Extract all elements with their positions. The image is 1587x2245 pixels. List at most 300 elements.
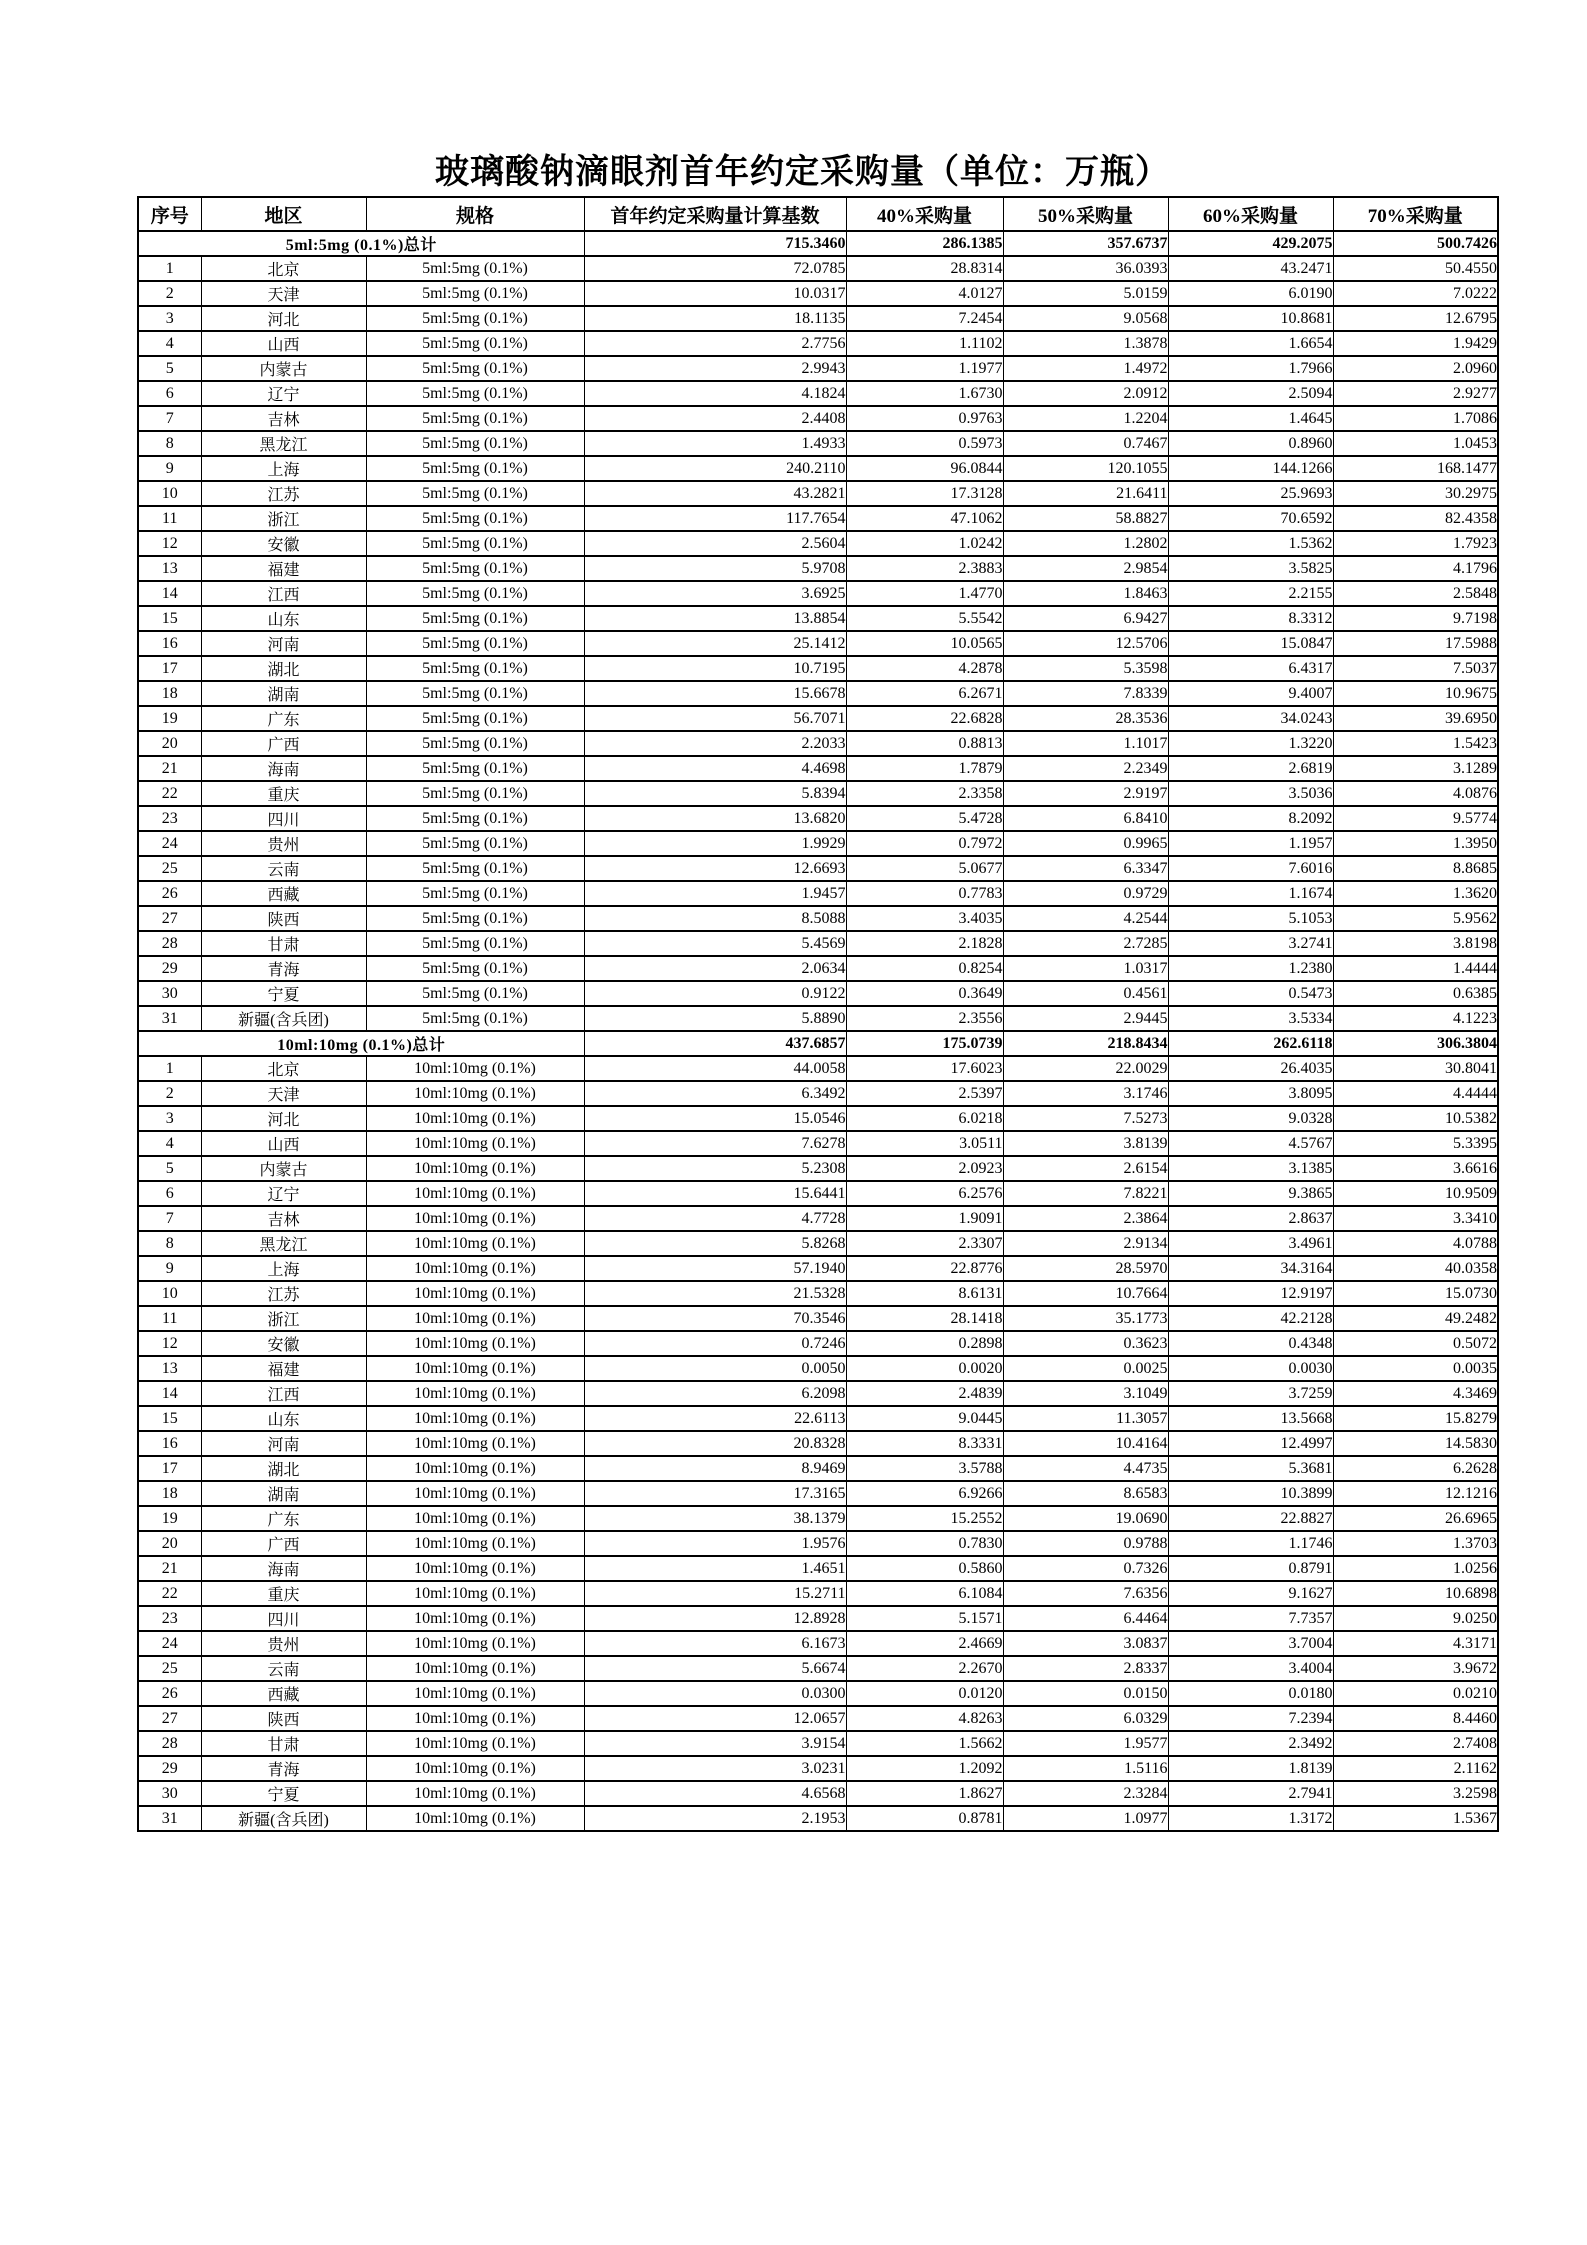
pct40-cell: 5.4728 [846,806,1003,831]
pct60-cell: 3.7259 [1168,1381,1333,1406]
pct50-cell: 2.8337 [1003,1656,1168,1681]
pct40-cell: 17.3128 [846,481,1003,506]
row-index-cell: 20 [138,731,201,756]
spec-cell: 10ml:10mg (0.1%) [366,1656,584,1681]
pct60-cell: 1.5362 [1168,531,1333,556]
pct40-cell: 8.3331 [846,1431,1003,1456]
region-cell: 新疆(含兵团) [201,1006,366,1031]
pct40-cell: 15.2552 [846,1506,1003,1531]
table-row [138,1281,1498,1306]
pct50-cell: 0.0150 [1003,1681,1168,1706]
spec-cell: 5ml:5mg (0.1%) [366,756,584,781]
section-total-label: 10ml:10mg (0.1%)总计 [138,1031,584,1056]
table-row [138,656,1498,681]
pct70-cell: 26.6965 [1333,1506,1498,1531]
pct40-cell: 0.8813 [846,731,1003,756]
table-row [138,556,1498,581]
table-row [138,881,1498,906]
region-cell: 山东 [201,1406,366,1431]
pct50-cell: 2.3284 [1003,1781,1168,1806]
pct60-cell: 2.5094 [1168,381,1333,406]
base-quantity-cell: 4.4698 [584,756,846,781]
base-quantity-cell: 15.6441 [584,1181,846,1206]
table-row [138,706,1498,731]
base-quantity-cell: 0.0050 [584,1356,846,1381]
base-quantity-cell: 1.9929 [584,831,846,856]
total-60pct-cell: 262.6118 [1168,1031,1333,1056]
region-cell: 海南 [201,1556,366,1581]
region-cell: 新疆(含兵团) [201,1806,366,1831]
region-cell: 安徽 [201,1331,366,1356]
spec-cell: 5ml:5mg (0.1%) [366,981,584,1006]
pct60-cell: 7.7357 [1168,1606,1333,1631]
table-row [138,1106,1498,1131]
row-index-cell: 30 [138,1781,201,1806]
row-index-cell: 16 [138,1431,201,1456]
pct70-cell: 10.9509 [1333,1181,1498,1206]
row-index-cell: 16 [138,631,201,656]
region-cell: 上海 [201,1256,366,1281]
pct60-cell: 1.4645 [1168,406,1333,431]
table-row [138,906,1498,931]
base-quantity-cell: 25.1412 [584,631,846,656]
pct50-cell: 11.3057 [1003,1406,1168,1431]
pct50-cell: 36.0393 [1003,256,1168,281]
spec-cell: 5ml:5mg (0.1%) [366,806,584,831]
spec-cell: 10ml:10mg (0.1%) [366,1306,584,1331]
pct50-cell: 1.9577 [1003,1731,1168,1756]
pct70-cell: 9.5774 [1333,806,1498,831]
pct40-cell: 0.0020 [846,1356,1003,1381]
base-quantity-cell: 2.9943 [584,356,846,381]
spec-cell: 10ml:10mg (0.1%) [366,1781,584,1806]
pct70-cell: 30.2975 [1333,481,1498,506]
pct50-cell: 2.6154 [1003,1156,1168,1181]
row-index-cell: 1 [138,256,201,281]
table-row [138,1381,1498,1406]
pct60-cell: 13.5668 [1168,1406,1333,1431]
total-70pct-cell: 306.3804 [1333,1031,1498,1056]
pct50-cell: 1.8463 [1003,581,1168,606]
pct40-cell: 1.8627 [846,1781,1003,1806]
pct50-cell: 19.0690 [1003,1506,1168,1531]
pct50-cell: 3.0837 [1003,1631,1168,1656]
region-cell: 重庆 [201,781,366,806]
table-row [138,281,1498,306]
pct70-cell: 3.1289 [1333,756,1498,781]
pct50-cell: 28.3536 [1003,706,1168,731]
spec-cell: 5ml:5mg (0.1%) [366,656,584,681]
pct40-cell: 6.2671 [846,681,1003,706]
pct60-cell: 1.3172 [1168,1806,1333,1831]
pct70-cell: 4.3469 [1333,1381,1498,1406]
table-row [138,1406,1498,1431]
pct40-cell: 22.6828 [846,706,1003,731]
base-quantity-cell: 1.9576 [584,1531,846,1556]
table-row [138,831,1498,856]
region-cell: 云南 [201,856,366,881]
pct60-cell: 6.0190 [1168,281,1333,306]
base-quantity-cell: 21.5328 [584,1281,846,1306]
base-quantity-cell: 10.7195 [584,656,846,681]
pct60-cell: 2.8637 [1168,1206,1333,1231]
base-quantity-cell: 12.8928 [584,1606,846,1631]
pct40-cell: 6.0218 [846,1106,1003,1131]
column-header: 40%采购量 [846,197,1003,231]
pct60-cell: 5.1053 [1168,906,1333,931]
region-cell: 四川 [201,806,366,831]
spec-cell: 5ml:5mg (0.1%) [366,281,584,306]
base-quantity-cell: 18.1135 [584,306,846,331]
table-row [138,1356,1498,1381]
spec-cell: 5ml:5mg (0.1%) [366,481,584,506]
base-quantity-cell: 15.2711 [584,1581,846,1606]
pct50-cell: 0.4561 [1003,981,1168,1006]
pct70-cell: 1.5367 [1333,1806,1498,1831]
region-cell: 山西 [201,1131,366,1156]
pct60-cell: 0.4348 [1168,1331,1333,1356]
pct70-cell: 1.0453 [1333,431,1498,456]
row-index-cell: 9 [138,1256,201,1281]
region-cell: 青海 [201,1756,366,1781]
row-index-cell: 2 [138,281,201,306]
pct50-cell: 10.4164 [1003,1431,1168,1456]
base-quantity-cell: 2.1953 [584,1806,846,1831]
section-total-label: 5ml:5mg (0.1%)总计 [138,231,584,256]
table-row [138,1231,1498,1256]
base-quantity-cell: 0.7246 [584,1331,846,1356]
pct70-cell: 3.6616 [1333,1156,1498,1181]
pct60-cell: 12.4997 [1168,1431,1333,1456]
row-index-cell: 29 [138,956,201,981]
pct60-cell: 3.1385 [1168,1156,1333,1181]
base-quantity-cell: 5.6674 [584,1656,846,1681]
region-cell: 福建 [201,1356,366,1381]
pct50-cell: 1.0317 [1003,956,1168,981]
pct70-cell: 3.3410 [1333,1206,1498,1231]
table-row [138,1131,1498,1156]
region-cell: 湖南 [201,1481,366,1506]
pct40-cell: 0.9763 [846,406,1003,431]
pct50-cell: 6.4464 [1003,1606,1168,1631]
section-total-row [138,1031,1498,1056]
spec-cell: 10ml:10mg (0.1%) [366,1181,584,1206]
pct40-cell: 2.1828 [846,931,1003,956]
row-index-cell: 9 [138,456,201,481]
pct60-cell: 8.3312 [1168,606,1333,631]
table-row [138,1806,1498,1831]
pct50-cell: 2.3864 [1003,1206,1168,1231]
row-index-cell: 2 [138,1081,201,1106]
table-row [138,1306,1498,1331]
pct60-cell: 42.2128 [1168,1306,1333,1331]
table-row [138,856,1498,881]
table-row [138,731,1498,756]
pct70-cell: 8.8685 [1333,856,1498,881]
base-quantity-cell: 0.0300 [584,1681,846,1706]
pct60-cell: 1.1957 [1168,831,1333,856]
region-cell: 上海 [201,456,366,481]
pct70-cell: 9.7198 [1333,606,1498,631]
pct50-cell: 7.6356 [1003,1581,1168,1606]
pct50-cell: 6.9427 [1003,606,1168,631]
spec-cell: 10ml:10mg (0.1%) [366,1481,584,1506]
pct50-cell: 0.7467 [1003,431,1168,456]
base-quantity-cell: 1.4933 [584,431,846,456]
pct40-cell: 5.5542 [846,606,1003,631]
region-cell: 甘肃 [201,931,366,956]
region-cell: 贵州 [201,831,366,856]
pct70-cell: 3.8198 [1333,931,1498,956]
base-quantity-cell: 1.9457 [584,881,846,906]
pct50-cell: 0.7326 [1003,1556,1168,1581]
base-quantity-cell: 17.3165 [584,1481,846,1506]
region-cell: 广东 [201,1506,366,1531]
pct60-cell: 26.4035 [1168,1056,1333,1081]
column-header: 序号 [138,197,201,231]
spec-cell: 10ml:10mg (0.1%) [366,1056,584,1081]
region-cell: 青海 [201,956,366,981]
table-row [138,681,1498,706]
base-quantity-cell: 10.0317 [584,281,846,306]
region-cell: 山东 [201,606,366,631]
spec-cell: 10ml:10mg (0.1%) [366,1256,584,1281]
spec-cell: 10ml:10mg (0.1%) [366,1706,584,1731]
table-row [138,581,1498,606]
column-header: 地区 [201,197,366,231]
table-row [138,1431,1498,1456]
pct50-cell: 1.5116 [1003,1756,1168,1781]
pct60-cell: 2.2155 [1168,581,1333,606]
pct40-cell: 1.1977 [846,356,1003,381]
region-cell: 湖北 [201,1456,366,1481]
pct50-cell: 22.0029 [1003,1056,1168,1081]
pct60-cell: 0.5473 [1168,981,1333,1006]
base-quantity-cell: 20.8328 [584,1431,846,1456]
table-row [138,1731,1498,1756]
pct50-cell: 2.9134 [1003,1231,1168,1256]
pct40-cell: 17.6023 [846,1056,1003,1081]
pct70-cell: 10.5382 [1333,1106,1498,1131]
row-index-cell: 23 [138,1606,201,1631]
region-cell: 河北 [201,1106,366,1131]
pct70-cell: 14.5830 [1333,1431,1498,1456]
base-quantity-cell: 22.6113 [584,1406,846,1431]
region-cell: 贵州 [201,1631,366,1656]
pct50-cell: 5.3598 [1003,656,1168,681]
spec-cell: 10ml:10mg (0.1%) [366,1156,584,1181]
pct40-cell: 2.4669 [846,1631,1003,1656]
region-cell: 宁夏 [201,981,366,1006]
base-quantity-cell: 12.6693 [584,856,846,881]
pct60-cell: 7.6016 [1168,856,1333,881]
pct40-cell: 3.4035 [846,906,1003,931]
pct70-cell: 0.0035 [1333,1356,1498,1381]
pct70-cell: 4.3171 [1333,1631,1498,1656]
base-quantity-cell: 2.4408 [584,406,846,431]
pct40-cell: 0.8254 [846,956,1003,981]
row-index-cell: 10 [138,1281,201,1306]
region-cell: 湖北 [201,656,366,681]
pct70-cell: 49.2482 [1333,1306,1498,1331]
pct40-cell: 96.0844 [846,456,1003,481]
pct40-cell: 1.5662 [846,1731,1003,1756]
region-cell: 广东 [201,706,366,731]
pct40-cell: 1.1102 [846,331,1003,356]
section-total-row [138,231,1498,256]
region-cell: 黑龙江 [201,1231,366,1256]
base-quantity-cell: 2.0634 [584,956,846,981]
region-cell: 甘肃 [201,1731,366,1756]
row-index-cell: 11 [138,1306,201,1331]
region-cell: 西藏 [201,881,366,906]
pct40-cell: 2.3883 [846,556,1003,581]
base-quantity-cell: 3.9154 [584,1731,846,1756]
pct60-cell: 6.4317 [1168,656,1333,681]
pct50-cell: 2.9445 [1003,1006,1168,1031]
table-row [138,1056,1498,1081]
pct50-cell: 0.0025 [1003,1356,1168,1381]
pct50-cell: 28.5970 [1003,1256,1168,1281]
pct60-cell: 25.9693 [1168,481,1333,506]
base-quantity-cell: 6.1673 [584,1631,846,1656]
pct50-cell: 1.3878 [1003,331,1168,356]
row-index-cell: 1 [138,1056,201,1081]
pct70-cell: 82.4358 [1333,506,1498,531]
pct70-cell: 5.3395 [1333,1131,1498,1156]
row-index-cell: 22 [138,1581,201,1606]
pct70-cell: 40.0358 [1333,1256,1498,1281]
base-quantity-cell: 13.6820 [584,806,846,831]
row-index-cell: 31 [138,1006,201,1031]
region-cell: 河南 [201,631,366,656]
region-cell: 辽宁 [201,381,366,406]
pct70-cell: 2.1162 [1333,1756,1498,1781]
table-row [138,531,1498,556]
row-index-cell: 8 [138,1231,201,1256]
pct70-cell: 12.6795 [1333,306,1498,331]
table-row [138,1581,1498,1606]
pct60-cell: 3.2741 [1168,931,1333,956]
region-cell: 江西 [201,1381,366,1406]
table-row [138,756,1498,781]
pct70-cell: 7.5037 [1333,656,1498,681]
region-cell: 内蒙古 [201,1156,366,1181]
row-index-cell: 18 [138,1481,201,1506]
pct50-cell: 2.0912 [1003,381,1168,406]
pct70-cell: 1.0256 [1333,1556,1498,1581]
pct40-cell: 1.4770 [846,581,1003,606]
row-index-cell: 18 [138,681,201,706]
pct60-cell: 12.9197 [1168,1281,1333,1306]
column-header: 50%采购量 [1003,197,1168,231]
table-row [138,1531,1498,1556]
table-row [138,1606,1498,1631]
pct70-cell: 4.0788 [1333,1231,1498,1256]
spec-cell: 10ml:10mg (0.1%) [366,1756,584,1781]
pct70-cell: 6.2628 [1333,1456,1498,1481]
base-quantity-cell: 5.8394 [584,781,846,806]
table-row [138,1156,1498,1181]
row-index-cell: 21 [138,756,201,781]
base-quantity-cell: 5.8890 [584,1006,846,1031]
pct40-cell: 28.1418 [846,1306,1003,1331]
row-index-cell: 13 [138,1356,201,1381]
base-quantity-cell: 2.5604 [584,531,846,556]
total-50pct-cell: 357.6737 [1003,231,1168,256]
header-row [138,197,1498,231]
pct40-cell: 1.2092 [846,1756,1003,1781]
row-index-cell: 7 [138,406,201,431]
pct40-cell: 6.9266 [846,1481,1003,1506]
base-quantity-cell: 8.5088 [584,906,846,931]
row-index-cell: 11 [138,506,201,531]
region-cell: 江苏 [201,481,366,506]
pct70-cell: 4.1223 [1333,1006,1498,1031]
total-50pct-cell: 218.8434 [1003,1031,1168,1056]
table-row [138,506,1498,531]
row-index-cell: 26 [138,1681,201,1706]
pct50-cell: 1.2204 [1003,406,1168,431]
spec-cell: 5ml:5mg (0.1%) [366,956,584,981]
pct50-cell: 6.3347 [1003,856,1168,881]
pct60-cell: 1.6654 [1168,331,1333,356]
pct70-cell: 1.5423 [1333,731,1498,756]
pct50-cell: 10.7664 [1003,1281,1168,1306]
pct70-cell: 0.0210 [1333,1681,1498,1706]
row-index-cell: 6 [138,1181,201,1206]
region-cell: 云南 [201,1656,366,1681]
base-quantity-cell: 2.2033 [584,731,846,756]
base-quantity-cell: 57.1940 [584,1256,846,1281]
base-quantity-cell: 4.6568 [584,1781,846,1806]
row-index-cell: 29 [138,1756,201,1781]
pct70-cell: 12.1216 [1333,1481,1498,1506]
pct60-cell: 5.3681 [1168,1456,1333,1481]
pct70-cell: 3.9672 [1333,1656,1498,1681]
row-index-cell: 19 [138,706,201,731]
pct60-cell: 3.4004 [1168,1656,1333,1681]
table-row [138,981,1498,1006]
spec-cell: 5ml:5mg (0.1%) [366,356,584,381]
row-index-cell: 3 [138,306,201,331]
pct70-cell: 168.1477 [1333,456,1498,481]
pct50-cell: 3.8139 [1003,1131,1168,1156]
region-cell: 天津 [201,281,366,306]
region-cell: 河南 [201,1431,366,1456]
table-row [138,631,1498,656]
pct50-cell: 120.1055 [1003,456,1168,481]
pct40-cell: 2.3358 [846,781,1003,806]
spec-cell: 10ml:10mg (0.1%) [366,1631,584,1656]
region-cell: 四川 [201,1606,366,1631]
pct60-cell: 9.1627 [1168,1581,1333,1606]
pct50-cell: 6.0329 [1003,1706,1168,1731]
base-quantity-cell: 1.4651 [584,1556,846,1581]
spec-cell: 10ml:10mg (0.1%) [366,1506,584,1531]
pct50-cell: 3.1746 [1003,1081,1168,1106]
pct70-cell: 1.3703 [1333,1531,1498,1556]
base-quantity-cell: 56.7071 [584,706,846,731]
base-quantity-cell: 0.9122 [584,981,846,1006]
pct60-cell: 0.8791 [1168,1556,1333,1581]
region-cell: 海南 [201,756,366,781]
spec-cell: 10ml:10mg (0.1%) [366,1356,584,1381]
spec-cell: 5ml:5mg (0.1%) [366,681,584,706]
pct40-cell: 47.1062 [846,506,1003,531]
table-row [138,1331,1498,1356]
base-quantity-cell: 240.2110 [584,456,846,481]
